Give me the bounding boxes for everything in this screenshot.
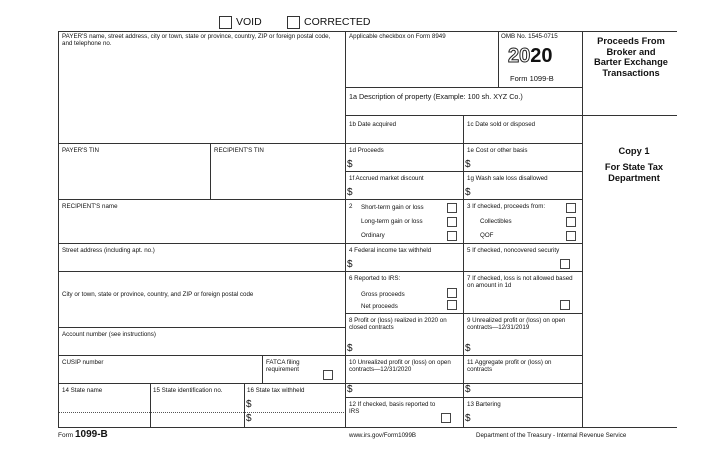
box-8-label: 8 Profit or (loss) realized in 2020 on closed contracts xyxy=(349,317,447,332)
footer-url: www.irs.gov/Form1099B xyxy=(349,432,417,439)
omb-form-name: Form 1099-B xyxy=(510,74,554,83)
box-3-collectibles-checkbox[interactable] xyxy=(566,217,576,227)
copy-info xyxy=(592,146,676,184)
box-1c-label: 1c Date sold or disposed xyxy=(467,121,536,128)
form-title-line3: Barter Exchange xyxy=(594,57,668,68)
box-1f-label: 1f Accrued market discount xyxy=(349,175,424,182)
box-1d-label: 1d Proceeds xyxy=(349,147,384,154)
account-number-label: Account number (see instructions) xyxy=(62,331,156,338)
box-3-qof-label: QOF xyxy=(480,232,494,239)
form8949-bottom xyxy=(345,87,498,88)
line-6-bottom xyxy=(345,313,582,314)
fatca-label: FATCA filing requirement xyxy=(266,359,300,374)
fatca-checkbox[interactable] xyxy=(323,370,333,380)
box-1f-dollar: $ xyxy=(347,187,353,198)
cusip-label: CUSIP number xyxy=(62,359,104,366)
box-7-label: 7 If checked, loss is not allowed based on amount in 1d xyxy=(467,275,573,290)
box-1d-dollar: $ xyxy=(347,159,353,170)
box-16-dollar-1: $ xyxy=(246,399,252,410)
box-3-label: 3 If checked, proceeds from: xyxy=(467,203,546,210)
box-1e-dollar: $ xyxy=(465,159,471,170)
line-payer-bottom xyxy=(58,143,582,144)
box-8-dollar: $ xyxy=(347,343,353,354)
state-divider-1 xyxy=(150,383,151,427)
tax-year-prefix: 20 xyxy=(508,45,531,67)
payer-label: PAYER'S name, street address, city or town, state or province, country, ZIP or foreign postal code, and telephone no. xyxy=(62,33,331,48)
col-divider-left xyxy=(345,31,346,427)
footer-department: Department of the Treasury - Internal Revenue Service xyxy=(476,432,627,439)
box-7-checkbox[interactable] xyxy=(560,300,570,310)
copy-line2: For State Tax xyxy=(604,162,664,172)
omb-divider xyxy=(498,31,499,87)
street-label: Street address (including apt. no.) xyxy=(62,247,155,254)
form-title-line2: Broker and xyxy=(606,46,656,57)
box-16-dollar-2: $ xyxy=(246,413,252,424)
box-10-dollar: $ xyxy=(347,384,353,395)
line-cusip-bottom xyxy=(58,383,582,384)
box-1b-label: 1b Date acquired xyxy=(349,121,397,128)
recipient-tin-label: RECIPIENT'S TIN xyxy=(214,147,264,154)
form-bottom-border xyxy=(58,427,677,428)
corrected-label: CORRECTED xyxy=(304,16,371,28)
state-row-divider xyxy=(59,412,344,413)
line-1a-bottom xyxy=(345,115,677,116)
box-12-checkbox[interactable] xyxy=(441,413,451,423)
box-14-label: 14 State name xyxy=(62,387,103,394)
box-3-qof-checkbox[interactable] xyxy=(566,231,576,241)
state-divider-2 xyxy=(244,383,245,427)
box-13-dollar: $ xyxy=(465,413,471,424)
col-divider-right xyxy=(582,31,583,427)
omb-number: OMB No. 1545-0715 xyxy=(501,33,558,40)
box-3-collectibles-label: Collectibles xyxy=(480,218,512,225)
box-4-label: 4 Federal income tax withheld xyxy=(349,247,432,254)
line-account-bottom xyxy=(58,355,582,356)
form-title-line4: Transactions xyxy=(602,67,660,78)
city-label: City or town, state or province, country, and ZIP or foreign postal code xyxy=(62,291,254,298)
form-title-line1: Proceeds From xyxy=(597,36,665,46)
box-2-number: 2 xyxy=(349,203,353,210)
line-tin-bottom xyxy=(58,199,582,200)
copy-line3: Department xyxy=(608,173,660,183)
box-11-dollar: $ xyxy=(465,384,471,395)
box-6-label: 6 Reported to IRS: xyxy=(349,275,401,282)
line-2-bottom xyxy=(345,243,582,244)
box-2-short-checkbox[interactable] xyxy=(447,203,457,213)
box-1e-label: 1e Cost or other basis xyxy=(467,147,528,154)
box-10-label: 10 Unrealized profit or (loss) on open contracts—12/31/2020 xyxy=(349,359,451,374)
line-1d-bottom xyxy=(345,171,582,172)
box-5-checkbox[interactable] xyxy=(560,259,570,269)
footer-form xyxy=(58,430,108,441)
recipient-name-label: RECIPIENT'S name xyxy=(62,203,118,210)
line-street-bottom xyxy=(58,271,582,272)
fatca-divider xyxy=(262,355,263,383)
box-2-short-label: Short-term gain or loss xyxy=(361,204,424,211)
footer-form-prefix: Form xyxy=(58,432,74,439)
corrected-checkbox[interactable] xyxy=(287,16,300,29)
box-11-label: 11 Aggregate profit or (loss) on contracts xyxy=(467,359,552,374)
box-3-checkbox[interactable] xyxy=(566,203,576,213)
box-1g-dollar: $ xyxy=(465,187,471,198)
line-10-bottom xyxy=(345,397,582,398)
form-left-border xyxy=(58,31,59,427)
copy-line1: Copy 1 xyxy=(618,146,650,156)
box-6-gross-checkbox[interactable] xyxy=(447,288,457,298)
box-9-dollar: $ xyxy=(465,343,471,354)
box-1g-label: 1g Wash sale loss disallowed xyxy=(467,175,548,182)
form-title xyxy=(585,36,677,78)
box-13-label: 13 Bartering xyxy=(467,401,501,408)
box-9-label: 9 Unrealized profit or (loss) on open contracts—12/31/2019 xyxy=(467,317,566,332)
box-5-label: 5 If checked, noncovered security xyxy=(467,247,560,254)
box-16-label: 16 State tax withheld xyxy=(247,387,305,394)
box-2-ordinary-checkbox[interactable] xyxy=(447,231,457,241)
box-4-dollar: $ xyxy=(347,259,353,270)
tax-year xyxy=(508,46,553,66)
omb-bottom xyxy=(498,87,582,88)
box-15-label: 15 State identification no. xyxy=(153,387,223,394)
box-6-net-label: Net proceeds xyxy=(361,303,398,310)
form8949-label: Applicable checkbox on Form 8949 xyxy=(349,33,446,40)
box-2-ordinary-label: Ordinary xyxy=(361,232,385,239)
form-top-border xyxy=(58,31,677,32)
box-6-gross-label: Gross proceeds xyxy=(361,291,405,298)
box-2-long-checkbox[interactable] xyxy=(447,217,457,227)
footer-form-name: 1099-B xyxy=(74,429,108,440)
box-12-label: 12 If checked, basis reported to IRS xyxy=(349,401,436,416)
void-label: VOID xyxy=(236,16,262,28)
line-city-bottom xyxy=(58,327,345,328)
box-2-long-label: Long-term gain or loss xyxy=(361,218,423,225)
box-6-net-checkbox[interactable] xyxy=(447,300,457,310)
payer-tin-label: PAYER'S TIN xyxy=(62,147,99,154)
tin-divider xyxy=(210,143,211,199)
tax-year-suffix: 20 xyxy=(530,45,553,67)
box-1a-label: 1a Description of property (Example: 100 sh. XYZ Co.) xyxy=(349,92,523,101)
void-checkbox[interactable] xyxy=(219,16,232,29)
line-name-bottom xyxy=(58,243,345,244)
